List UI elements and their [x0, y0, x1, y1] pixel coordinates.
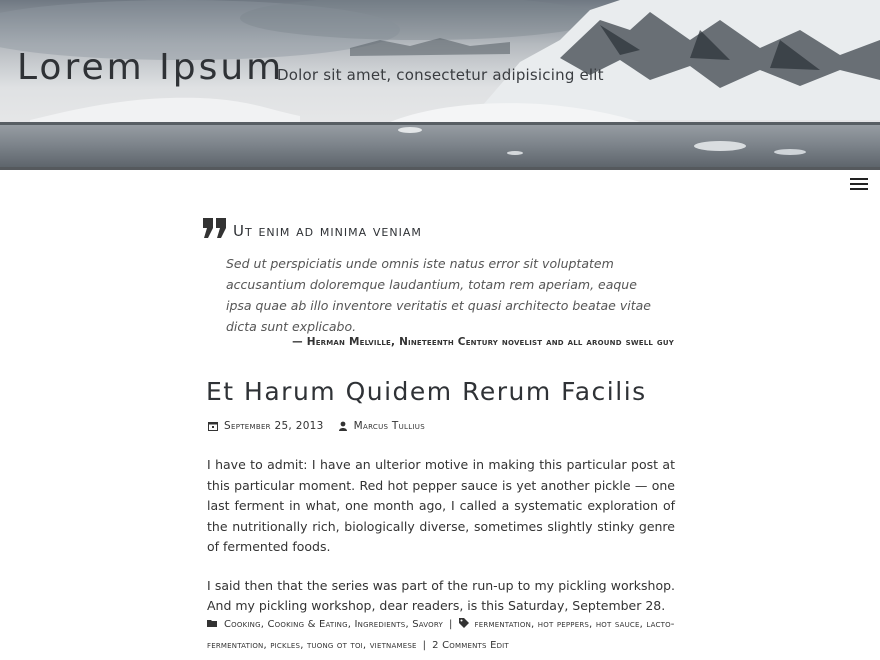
folder-icon — [207, 619, 218, 628]
category-link[interactable]: Cooking & Eating — [267, 619, 348, 630]
calendar-icon — [208, 421, 218, 431]
article-meta — [208, 420, 425, 432]
tag-link[interactable]: hot sauce — [595, 619, 640, 630]
header-divider — [0, 167, 880, 170]
comments-link[interactable]: 2 Comments — [432, 640, 487, 651]
menu-bar — [850, 188, 868, 190]
tag-link[interactable]: pickles — [270, 640, 301, 651]
tag-link[interactable]: tuong ot toi — [306, 640, 363, 651]
site-tagline: Dolor sit amet, consectetur adipisicing elit — [277, 66, 604, 84]
tag-link[interactable]: fermentation — [474, 619, 532, 630]
tag-icon — [459, 618, 469, 628]
quote-title[interactable]: Ut enim ad minima veniam — [233, 222, 422, 240]
category-link[interactable]: Savory — [412, 619, 443, 630]
site-header — [0, 0, 880, 167]
article-date-link[interactable]: September 25, 2013 — [224, 420, 324, 432]
quote-text: Sed ut perspiciatis unde omnis iste natus error sit voluptatem accusantium doloremque laudantium, totam rem aperiam, eaque ipsa quae ab illo inventore veritatis et quasi architecto beatae vitae dicta sunt explicabo. — [226, 256, 651, 334]
author-icon — [338, 421, 348, 431]
site-title[interactable]: Lorem Ipsum — [17, 47, 285, 88]
hamburger-menu-icon[interactable] — [850, 178, 868, 192]
article-paragraph: I said then that the series was part of the run-up to my pickling workshop. And my pickling workshop, dear readers, is this Saturday, September 28. — [207, 577, 675, 613]
article-footer: Cooking, Cooking & Eating, Ingredients, Savory | fermentation, hot peppers, hot sauce, lacto-fermentation, pickles, tuong ot toi, vietnamese | 2 Comments Edit — [207, 619, 675, 651]
menu-bar — [850, 183, 868, 185]
edit-link[interactable]: Edit — [490, 640, 509, 651]
tag-link[interactable]: hot peppers — [537, 619, 590, 630]
article-content — [207, 455, 675, 635]
quote-icon — [203, 218, 227, 238]
menu-bar — [850, 178, 868, 180]
tag-link[interactable]: vietnamese — [369, 640, 417, 651]
category-link[interactable]: Ingredients — [354, 619, 406, 630]
article-author-link[interactable]: Marcus Tullius — [353, 420, 425, 432]
quote-citation: — Herman Melville, Nineteenth Century novelist and all around swell guy — [292, 336, 674, 348]
article-paragraph: I have to admit: I have an ulterior motive in making this particular post at this particular moment. Red hot pepper sauce is yet another pickle — one last ferment in what, one month ago, I called a systematic exploration of the nutritionally rich, biologically diverse, sometimes slightly stinky genre of fermented foods. — [207, 457, 675, 554]
tag-link[interactable]: lacto-fermentation — [207, 619, 675, 651]
category-link[interactable]: Cooking — [224, 619, 261, 630]
article-title[interactable]: Et Harum Quidem Rerum Facilis — [206, 377, 647, 406]
